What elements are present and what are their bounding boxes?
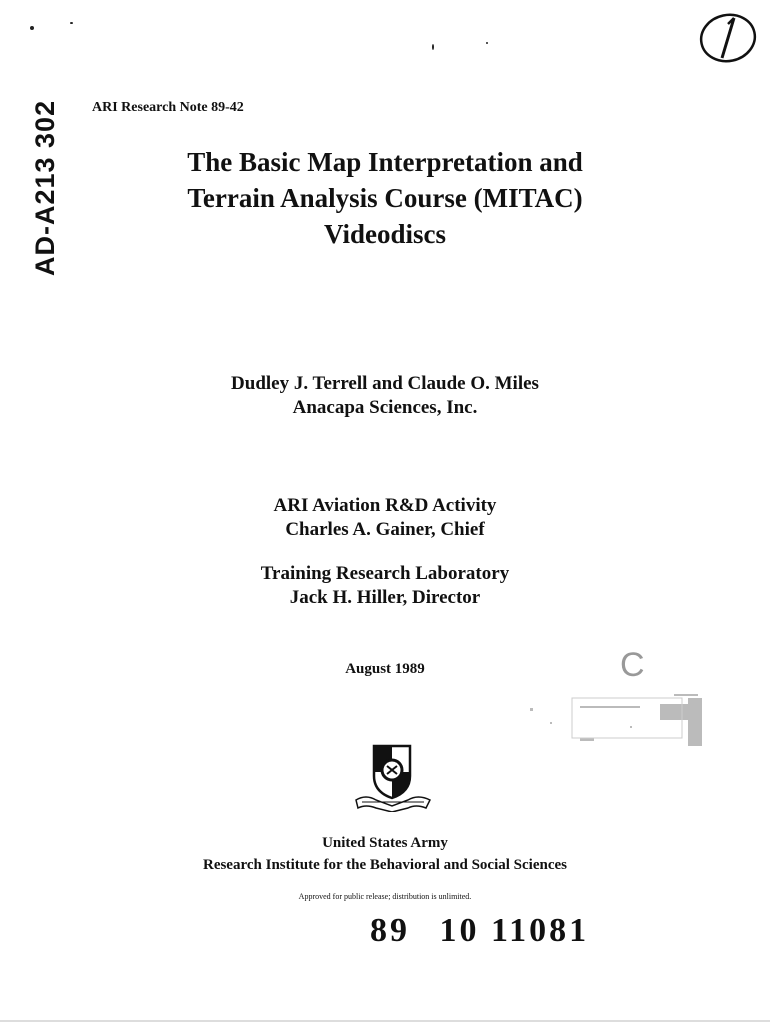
laboratory-director: Jack H. Hiller, Director [289,587,481,608]
svg-text:C: C [620,646,645,684]
handwritten-copy-mark [698,10,760,66]
activity-name: ARI Aviation R&D Activity [273,495,497,516]
scan-speck [70,22,73,24]
scan-speck [486,42,488,44]
title-line: Terrain Analysis Course (MITAC) [187,183,583,213]
activity-chief: Charles A. Gainer, Chief [285,519,485,540]
army-crest-emblem [352,742,434,812]
organization-line: Research Institute for the Behavioral and Social Sciences [202,857,567,873]
author-names: Dudley J. Terrell and Claude O. Miles [231,373,539,394]
faded-dtic-stamp [510,646,715,766]
ad-accession-number: AD-A213 302 [30,99,60,276]
scan-speck [432,44,434,50]
activity-block [0,494,770,542]
release-statement: Approved for public release; distribution is unlimited. [298,892,472,901]
publication-date: August 1989 [345,661,425,677]
report-title [110,144,660,252]
accession-part: 11081 [491,912,590,949]
author-company: Anacapa Sciences, Inc. [292,397,478,418]
report-number: ARI Research Note 89-42 [92,100,244,115]
accession-part: 89 [370,912,410,949]
accession-part: 10 [439,912,480,949]
handwritten-accession-number [370,912,589,950]
title-line: The Basic Map Interpretation and [187,147,583,177]
organization-block [0,832,770,876]
organization-line: United States Army [322,835,448,851]
authors-block [0,372,770,420]
scan-edge-line [0,1020,770,1022]
title-line: Videodiscs [323,219,446,249]
laboratory-block [0,562,770,610]
laboratory-name: Training Research Laboratory [260,563,510,584]
scan-speck [30,26,34,30]
